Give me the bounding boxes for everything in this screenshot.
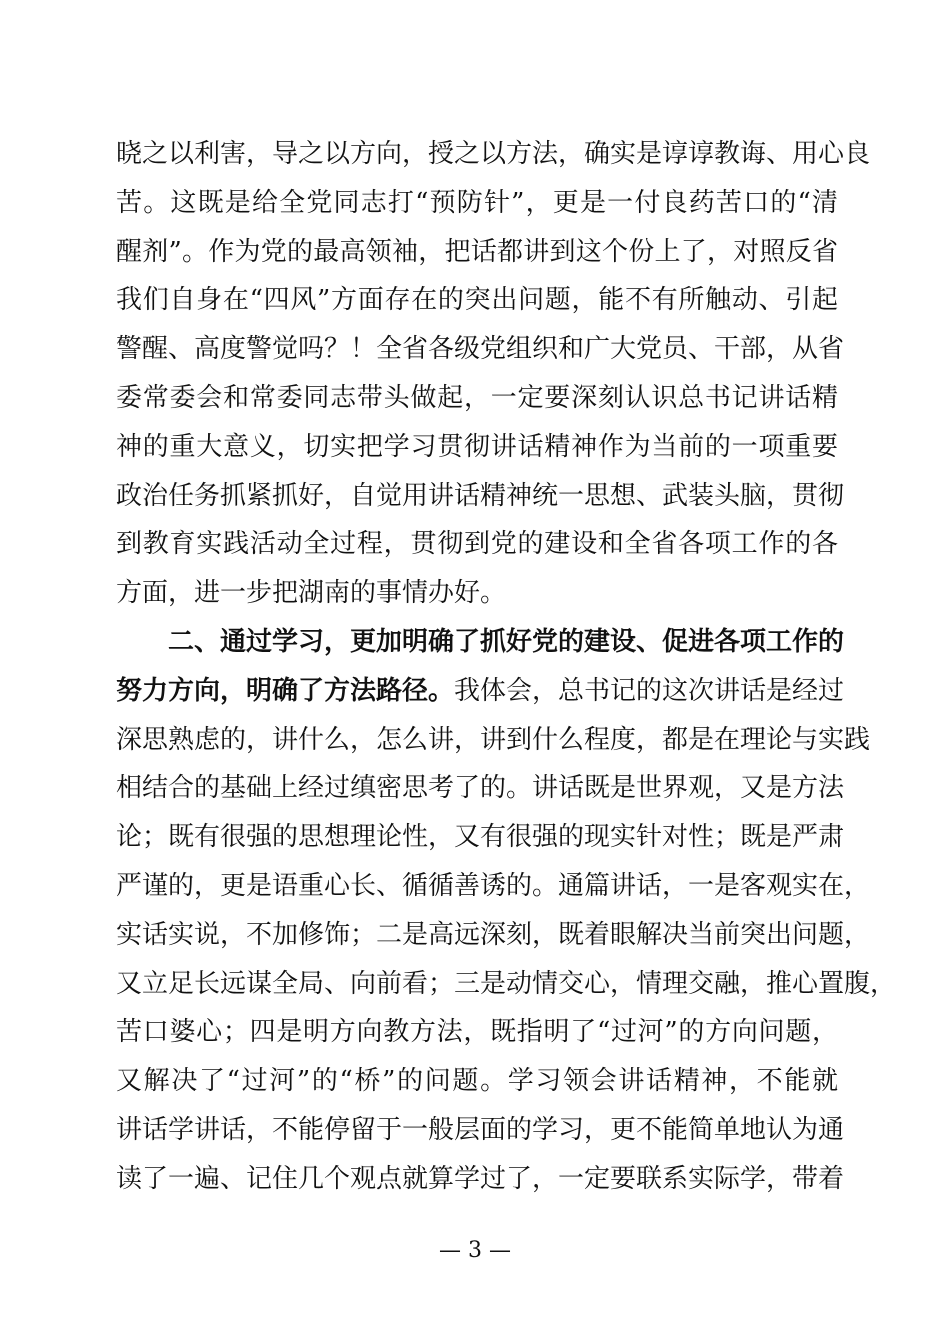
section-heading: 二、通过学习，更加明确了抓好党的建设、促进各项工作的: [168, 626, 845, 657]
text-line: 醒剂”。作为党的最高领袖，把话都讲到这个份上了，对照反省: [116, 236, 838, 267]
text-line: [116, 667, 845, 716]
text-line: 严谨的，更是语重心长、循循善诱的。通篇讲话，一是客观实在，: [116, 870, 871, 901]
text-line: 读了一遍、记住几个观点就算学过了，一定要联系实际学，带着: [116, 1163, 845, 1194]
text-line: 政治任务抓紧抓好，自觉用讲话精神统一思想、武装头脑，贯彻: [116, 480, 845, 511]
text-line: 到教育实践活动全过程，贯彻到党的建设和全省各项工作的各: [116, 529, 838, 560]
page-number: — 3 —: [439, 1238, 511, 1263]
text-line: 又解决了“过河”的“桥”的问题。学习领会讲话精神，不能就: [116, 1066, 838, 1097]
text-line: 实话实说，不加修饰；二是高远深刻，既着眼解决当前突出问题，: [116, 919, 871, 950]
text-line: 深思熟虑的，讲什么，怎么讲，讲到什么程度，都是在理论与实践: [116, 724, 871, 755]
text-line: 我们自身在“四风”方面存在的突出问题，能不有所触动、引起: [116, 285, 838, 316]
text-run: 我体会，总书记的这次讲话是经过: [454, 675, 845, 706]
text-line: 苦口婆心；四是明方向教方法，既指明了“过河”的方向问题，: [116, 1017, 838, 1048]
text-line: 苦。这既是给全党同志打“预防针”，更是一付良药苦口的“清: [116, 187, 838, 218]
text-line: 又立足长远谋全局、向前看；三是动情交心，情理交融，推心置腹，: [116, 968, 897, 999]
section-heading-continued: 努力方向，明确了方法路径。: [116, 675, 455, 706]
text-line: 晓之以利害，导之以方向，授之以方法，确实是谆谆教诲、用心良: [116, 139, 871, 169]
paragraph-1: [116, 130, 871, 618]
body-text: [116, 130, 897, 1204]
text-line: 讲话学讲话，不能停留于一般层面的学习，更不能简单地认为通: [116, 1114, 845, 1145]
text-line: 警醒、高度警觉吗？！全省各级党组织和广大党员、干部，从省: [116, 334, 845, 365]
text-line: 相结合的基础上经过缜密思考了的。讲话既是世界观，又是方法: [116, 773, 845, 804]
paragraph-2: [116, 618, 897, 1204]
text-line: 神的重大意义，切实把学习贯彻讲话精神作为当前的一项重要: [116, 431, 838, 462]
text-line: 论；既有很强的思想理论性，又有很强的现实针对性；既是严肃: [116, 822, 845, 853]
text-line: 委常委会和常委同志带头做起，一定要深刻认识总书记讲话精: [116, 382, 838, 413]
text-line: 方面，进一步把湖南的事情办好。: [116, 578, 507, 609]
